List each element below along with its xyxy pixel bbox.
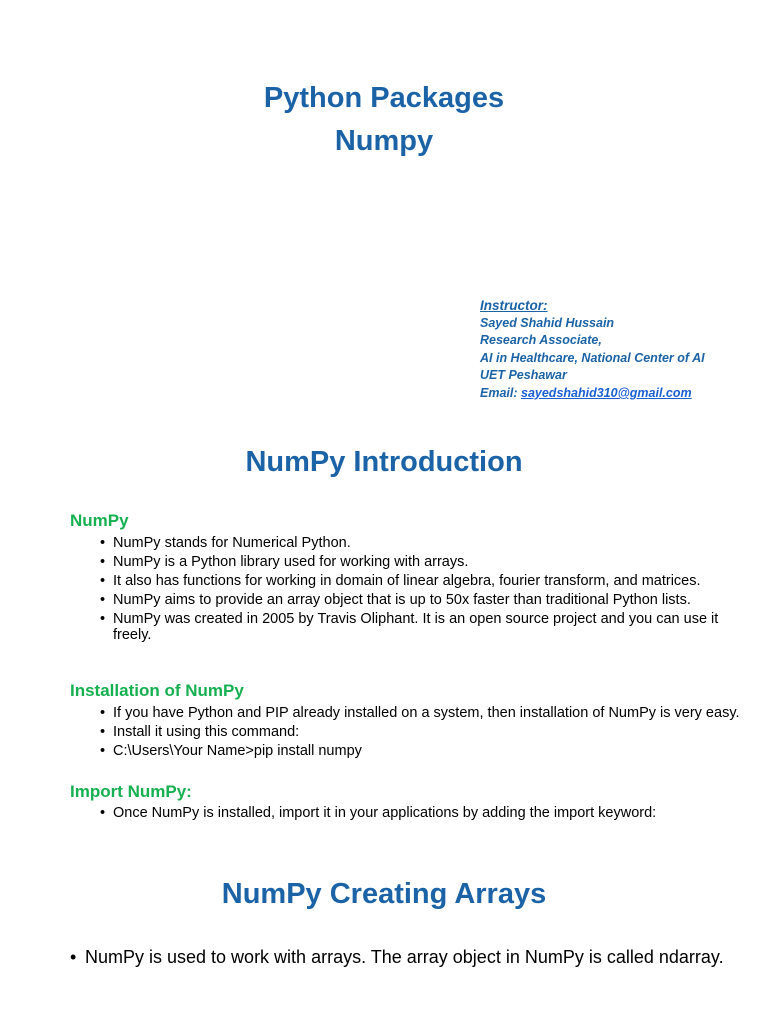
list-item-text: It also has functions for working in domain of linear algebra, fourier transform, and matrices.	[113, 573, 701, 589]
list-item	[100, 724, 740, 740]
list-item-text: Once NumPy is installed, import it in your applications by adding the import keyword:	[113, 805, 657, 821]
list-item-text: C:\Users\Your Name>pip install numpy	[113, 743, 362, 759]
list-item	[100, 592, 740, 608]
bullet-icon: •	[100, 805, 106, 821]
bullet-icon: •	[100, 573, 106, 589]
email-link[interactable]: sayedshahid310@gmail.com	[521, 385, 692, 400]
intro-heading: NumPy Introduction	[245, 446, 523, 478]
numpy-subheading: NumPy	[70, 511, 129, 530]
arrays-bullet	[70, 947, 745, 968]
arrays-heading: NumPy Creating Arrays	[221, 878, 547, 910]
installation-subheading: Installation of NumPy	[70, 681, 244, 700]
bullet-icon: •	[70, 947, 77, 967]
email-label: Email:	[480, 385, 518, 400]
list-item-text: If you have Python and PIP already installed on a system, then installation of NumPy is very easy.	[113, 705, 740, 721]
list-item	[100, 573, 740, 589]
instructor-email-line	[480, 385, 760, 403]
list-item	[100, 535, 740, 551]
installation-list	[100, 705, 740, 762]
import-subheading: Import NumPy:	[70, 782, 192, 801]
list-item-text: Install it using this command:	[113, 724, 300, 740]
numpy-list	[100, 535, 740, 646]
list-item-text: NumPy aims to provide an array object that is up to 50x faster than traditional Python lists.	[113, 592, 691, 608]
list-item	[100, 805, 740, 821]
instructor-university: UET Peshawar	[480, 368, 567, 383]
bullet-icon: •	[100, 535, 106, 551]
list-item	[100, 611, 740, 643]
list-item-text: NumPy stands for Numerical Python.	[113, 535, 351, 551]
arrays-bullet-text: NumPy is used to work with arrays. The array object in NumPy is called ndarray.	[85, 947, 724, 967]
list-item	[100, 554, 740, 570]
instructor-heading: Instructor:	[480, 298, 548, 313]
list-item	[100, 743, 740, 759]
bullet-icon: •	[100, 705, 106, 721]
bullet-icon: •	[100, 592, 106, 608]
document-subtitle: Numpy	[334, 125, 434, 157]
import-list	[100, 805, 740, 824]
bullet-icon: •	[100, 611, 106, 627]
list-item-text: NumPy was created in 2005 by Travis Oliphant. It is an open source project and you can use it freely.	[113, 611, 719, 643]
bullet-icon: •	[100, 743, 106, 759]
bullet-icon: •	[100, 724, 106, 740]
list-item	[100, 705, 740, 721]
instructor-role: Research Associate,	[480, 333, 602, 348]
instructor-affiliation: AI in Healthcare, National Center of AI	[480, 350, 705, 365]
list-item-text: NumPy is a Python library used for working with arrays.	[113, 554, 469, 570]
document-title: Python Packages	[263, 82, 505, 114]
instructor-block	[480, 297, 760, 403]
instructor-name: Sayed Shahid Hussain	[480, 315, 615, 330]
bullet-icon: •	[100, 554, 106, 570]
